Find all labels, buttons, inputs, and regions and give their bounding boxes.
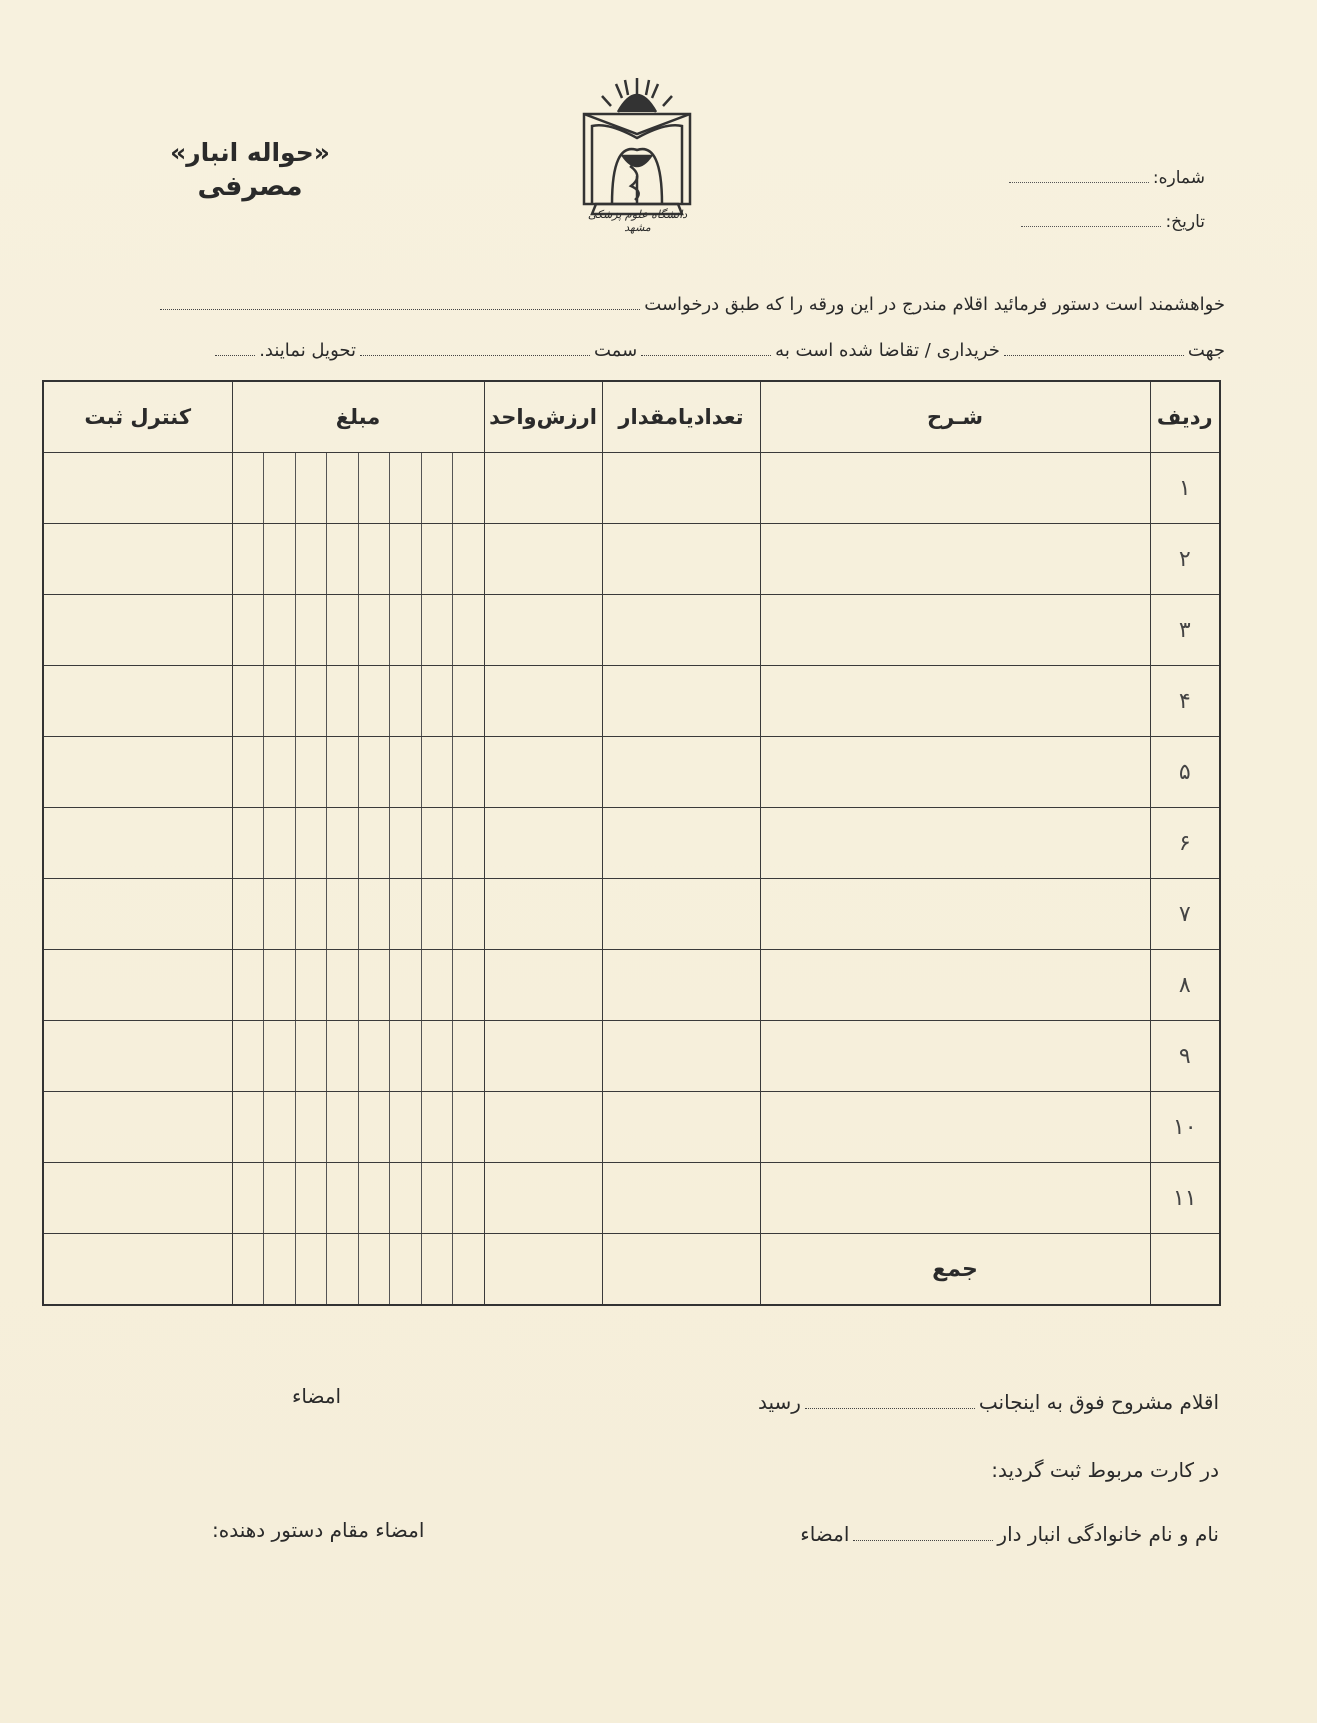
table-row bbox=[43, 1092, 1220, 1163]
cell-amount[interactable] bbox=[232, 879, 484, 950]
cell-amount[interactable] bbox=[232, 808, 484, 879]
cell-quantity[interactable] bbox=[602, 1021, 760, 1092]
end-dots bbox=[215, 354, 255, 356]
amount-digit-column bbox=[263, 1234, 295, 1304]
amount-digit-column bbox=[326, 808, 358, 878]
form-title bbox=[150, 138, 350, 202]
to-dots bbox=[641, 354, 771, 356]
date-field[interactable] bbox=[1021, 212, 1205, 232]
amount-digit-column bbox=[326, 879, 358, 949]
date-dots bbox=[1021, 226, 1161, 227]
amount-digit-column bbox=[358, 595, 390, 665]
deliver-label: تحویل نمایند. bbox=[259, 340, 356, 361]
recipient-signature[interactable]: امضاء bbox=[292, 1384, 342, 1408]
amount-digit-column bbox=[358, 1163, 390, 1233]
amount-digit-column bbox=[326, 737, 358, 807]
row-number: ۹ bbox=[1150, 1021, 1220, 1092]
amount-digit-column bbox=[233, 950, 264, 1020]
amount-digit-column bbox=[358, 453, 390, 523]
amount-digit-column bbox=[263, 879, 295, 949]
amount-digit-column bbox=[452, 666, 484, 736]
cell-description[interactable] bbox=[760, 737, 1150, 808]
amount-digit-column bbox=[358, 666, 390, 736]
cell-description[interactable] bbox=[760, 950, 1150, 1021]
row-number: ۳ bbox=[1150, 595, 1220, 666]
amount-digit-column bbox=[263, 595, 295, 665]
total-control[interactable] bbox=[43, 1234, 232, 1306]
cell-quantity[interactable] bbox=[602, 950, 760, 1021]
cell-unit-value[interactable] bbox=[484, 879, 602, 950]
received-line bbox=[758, 1390, 1219, 1414]
cell-quantity[interactable] bbox=[602, 666, 760, 737]
storekeeper-signature[interactable]: امضاء bbox=[800, 1522, 850, 1546]
amount-digit-column bbox=[452, 524, 484, 594]
received-dots bbox=[805, 1407, 975, 1409]
amount-digit-column bbox=[263, 1092, 295, 1162]
table-row bbox=[43, 453, 1220, 524]
amount-digit-column bbox=[421, 1092, 453, 1162]
cell-quantity[interactable] bbox=[602, 595, 760, 666]
cell-description[interactable] bbox=[760, 666, 1150, 737]
cell-amount[interactable] bbox=[232, 524, 484, 595]
cell-control[interactable] bbox=[43, 950, 232, 1021]
cell-control[interactable] bbox=[43, 666, 232, 737]
cell-description[interactable] bbox=[760, 595, 1150, 666]
amount-digit-column bbox=[389, 524, 421, 594]
amount-digit-column bbox=[421, 595, 453, 665]
cell-control[interactable] bbox=[43, 453, 232, 524]
amount-digit-column bbox=[233, 666, 264, 736]
amount-digit-column bbox=[326, 453, 358, 523]
amount-digit-column bbox=[358, 950, 390, 1020]
amount-digit-column bbox=[358, 808, 390, 878]
amount-digit-column bbox=[295, 524, 327, 594]
total-label: جمع bbox=[760, 1234, 1150, 1306]
row-number: ۵ bbox=[1150, 737, 1220, 808]
card-registered: در کارت مربوط ثبت گردید: bbox=[991, 1458, 1219, 1482]
amount-digit-column bbox=[295, 453, 327, 523]
cell-quantity[interactable] bbox=[602, 808, 760, 879]
row-number: ۱۱ bbox=[1150, 1163, 1220, 1234]
amount-digit-column bbox=[452, 737, 484, 807]
cell-amount[interactable] bbox=[232, 595, 484, 666]
header-amount: مبلغ bbox=[232, 381, 484, 453]
cell-quantity[interactable] bbox=[602, 737, 760, 808]
header-row-number: ردیف bbox=[1150, 381, 1220, 453]
row-number: ۲ bbox=[1150, 524, 1220, 595]
amount-digit-column bbox=[452, 1092, 484, 1162]
total-empty-cell[interactable] bbox=[1150, 1234, 1220, 1306]
amount-digit-column bbox=[421, 1021, 453, 1091]
table-header-row bbox=[43, 381, 1220, 453]
amount-digit-column bbox=[326, 1021, 358, 1091]
cell-amount[interactable] bbox=[232, 453, 484, 524]
amount-digit-column bbox=[452, 808, 484, 878]
table-row bbox=[43, 737, 1220, 808]
cell-unit-value[interactable] bbox=[484, 595, 602, 666]
amount-digit-column bbox=[233, 737, 264, 807]
cell-unit-value[interactable] bbox=[484, 737, 602, 808]
amount-digit-column bbox=[263, 1163, 295, 1233]
header-quantity: تعدادیامقدار bbox=[602, 381, 760, 453]
amount-digit-column bbox=[358, 737, 390, 807]
table-row bbox=[43, 1163, 1220, 1234]
amount-digit-column bbox=[233, 1234, 264, 1304]
cell-description[interactable] bbox=[760, 453, 1150, 524]
amount-digit-column bbox=[389, 879, 421, 949]
amount-digit-column bbox=[452, 1163, 484, 1233]
amount-digit-column bbox=[295, 737, 327, 807]
table-row bbox=[43, 879, 1220, 950]
cell-description[interactable] bbox=[760, 879, 1150, 950]
cell-control[interactable] bbox=[43, 879, 232, 950]
amount-digit-column bbox=[295, 808, 327, 878]
row-number: ۱۰ bbox=[1150, 1092, 1220, 1163]
row-number: ۶ bbox=[1150, 808, 1220, 879]
cell-amount[interactable] bbox=[232, 950, 484, 1021]
amount-digit-column bbox=[233, 595, 264, 665]
amount-digit-column bbox=[263, 808, 295, 878]
amount-digit-column bbox=[233, 524, 264, 594]
cell-quantity[interactable] bbox=[602, 524, 760, 595]
amount-digit-column bbox=[452, 1021, 484, 1091]
total-unit-value[interactable] bbox=[484, 1234, 602, 1306]
received-end: رسید bbox=[757, 1390, 801, 1414]
cell-unit-value[interactable] bbox=[484, 453, 602, 524]
amount-digit-column bbox=[389, 453, 421, 523]
amount-digit-column bbox=[263, 737, 295, 807]
amount-digit-column bbox=[233, 808, 264, 878]
number-dots bbox=[1009, 182, 1149, 183]
amount-digit-column bbox=[452, 879, 484, 949]
amount-digit-column bbox=[263, 524, 295, 594]
amount-digit-column bbox=[452, 453, 484, 523]
cell-description[interactable] bbox=[760, 1021, 1150, 1092]
amount-digit-column bbox=[326, 666, 358, 736]
amount-digit-column bbox=[233, 453, 264, 523]
cell-quantity[interactable] bbox=[602, 879, 760, 950]
row-number: ۱ bbox=[1150, 453, 1220, 524]
amount-digit-column bbox=[389, 1234, 421, 1304]
table-row bbox=[43, 1021, 1220, 1092]
cell-description[interactable] bbox=[760, 1092, 1150, 1163]
amount-digit-column bbox=[421, 1234, 453, 1304]
amount-digit-column bbox=[295, 1092, 327, 1162]
amount-digit-column bbox=[295, 1163, 327, 1233]
cell-unit-value[interactable] bbox=[484, 666, 602, 737]
jahat-dots bbox=[1004, 354, 1184, 356]
table-row bbox=[43, 524, 1220, 595]
amount-digit-column bbox=[421, 737, 453, 807]
row-number: ۷ bbox=[1150, 879, 1220, 950]
cell-amount[interactable] bbox=[232, 1234, 484, 1306]
amount-digit-column bbox=[358, 524, 390, 594]
amount-digit-column bbox=[326, 595, 358, 665]
amount-digit-column bbox=[233, 1092, 264, 1162]
cell-description[interactable] bbox=[760, 524, 1150, 595]
amount-digit-column bbox=[295, 879, 327, 949]
amount-digit-column bbox=[421, 1163, 453, 1233]
semat-label: سمت bbox=[594, 340, 638, 361]
amount-digit-column bbox=[389, 595, 421, 665]
amount-digit-column bbox=[233, 1021, 264, 1091]
row-number: ۸ bbox=[1150, 950, 1220, 1021]
table-row bbox=[43, 950, 1220, 1021]
amount-digit-column bbox=[389, 1163, 421, 1233]
cell-amount[interactable] bbox=[232, 1021, 484, 1092]
cell-unit-value[interactable] bbox=[484, 1163, 602, 1234]
cell-amount[interactable] bbox=[232, 1092, 484, 1163]
amount-digit-column bbox=[421, 453, 453, 523]
date-label: تاریخ: bbox=[1165, 212, 1205, 232]
amount-digit-column bbox=[295, 666, 327, 736]
header-control: کنترل ثبت bbox=[43, 381, 232, 453]
request-dots bbox=[160, 308, 640, 310]
amount-digit-column bbox=[263, 666, 295, 736]
table-row bbox=[43, 808, 1220, 879]
amount-digit-column bbox=[421, 808, 453, 878]
amount-digit-column bbox=[295, 595, 327, 665]
cell-unit-value[interactable] bbox=[484, 524, 602, 595]
amount-digit-column bbox=[389, 1021, 421, 1091]
cell-control[interactable] bbox=[43, 1092, 232, 1163]
request-line1 bbox=[156, 294, 1225, 315]
cell-control[interactable] bbox=[43, 595, 232, 666]
cell-control[interactable] bbox=[43, 1021, 232, 1092]
amount-digit-column bbox=[326, 1163, 358, 1233]
items-table bbox=[42, 380, 1221, 1306]
cell-control[interactable] bbox=[43, 808, 232, 879]
total-quantity[interactable] bbox=[602, 1234, 760, 1306]
storekeeper-line bbox=[800, 1522, 1219, 1546]
cell-amount[interactable] bbox=[232, 737, 484, 808]
form-title-line1: «حواله انبار» bbox=[170, 138, 330, 167]
cell-control[interactable] bbox=[43, 524, 232, 595]
amount-digit-column bbox=[233, 879, 264, 949]
cell-unit-value[interactable] bbox=[484, 1092, 602, 1163]
amount-digit-column bbox=[295, 950, 327, 1020]
amount-digit-column bbox=[263, 950, 295, 1020]
received-label: اقلام مشروح فوق به اینجانب bbox=[978, 1390, 1219, 1414]
amount-digit-column bbox=[421, 879, 453, 949]
amount-digit-column bbox=[421, 666, 453, 736]
table-row bbox=[43, 666, 1220, 737]
cell-amount[interactable] bbox=[232, 666, 484, 737]
cell-unit-value[interactable] bbox=[484, 950, 602, 1021]
cell-quantity[interactable] bbox=[602, 1163, 760, 1234]
total-row bbox=[43, 1234, 1220, 1306]
semat-dots bbox=[360, 354, 590, 356]
cell-control[interactable] bbox=[43, 737, 232, 808]
request-line2 bbox=[211, 340, 1225, 361]
amount-digit-column bbox=[421, 950, 453, 1020]
authority-signature[interactable]: امضاء مقام دستور دهنده: bbox=[212, 1518, 425, 1542]
amount-digit-column bbox=[389, 950, 421, 1020]
amount-digit-column bbox=[263, 453, 295, 523]
amount-digit-column bbox=[295, 1234, 327, 1304]
amount-digit-column bbox=[389, 666, 421, 736]
amount-digit-column bbox=[358, 1021, 390, 1091]
storekeeper-dots bbox=[853, 1539, 993, 1541]
university-logo-icon bbox=[578, 72, 696, 230]
cell-description[interactable] bbox=[760, 808, 1150, 879]
amount-digit-column bbox=[233, 1163, 264, 1233]
cell-description[interactable] bbox=[760, 1163, 1150, 1234]
amount-digit-column bbox=[326, 524, 358, 594]
amount-digit-column bbox=[389, 808, 421, 878]
header-unit-value: ارزش‌واحد bbox=[484, 381, 602, 453]
amount-digit-column bbox=[295, 1021, 327, 1091]
table-row bbox=[43, 595, 1220, 666]
amount-digit-column bbox=[263, 1021, 295, 1091]
cell-unit-value[interactable] bbox=[484, 1021, 602, 1092]
number-label: شماره: bbox=[1152, 168, 1205, 188]
amount-digit-column bbox=[452, 950, 484, 1020]
cell-control[interactable] bbox=[43, 1163, 232, 1234]
amount-digit-column bbox=[452, 595, 484, 665]
number-field[interactable] bbox=[1009, 168, 1205, 188]
storekeeper-name-label: نام و نام خانوادگی انبار دار bbox=[997, 1522, 1219, 1546]
purchase-label: خریداری / تقاضا شده است به bbox=[775, 340, 1000, 361]
jahat-label: جهت bbox=[1187, 340, 1225, 361]
header-description: شـرح bbox=[760, 381, 1150, 453]
amount-digit-column bbox=[358, 1234, 390, 1304]
amount-digit-column bbox=[326, 950, 358, 1020]
cell-quantity[interactable] bbox=[602, 1092, 760, 1163]
amount-digit-column bbox=[452, 1234, 484, 1304]
cell-unit-value[interactable] bbox=[484, 808, 602, 879]
amount-digit-column bbox=[358, 1092, 390, 1162]
amount-digit-column bbox=[389, 1092, 421, 1162]
amount-digit-column bbox=[326, 1092, 358, 1162]
row-number: ۴ bbox=[1150, 666, 1220, 737]
form-title-line2: مصرفی bbox=[197, 171, 303, 202]
amount-digit-column bbox=[326, 1234, 358, 1304]
request-text: خواهشمند است دستور فرمائید اقلام مندرج در این ورقه را که طبق درخواست bbox=[644, 294, 1225, 315]
cell-quantity[interactable] bbox=[602, 453, 760, 524]
amount-digit-column bbox=[358, 879, 390, 949]
amount-digit-column bbox=[389, 737, 421, 807]
cell-amount[interactable] bbox=[232, 1163, 484, 1234]
amount-digit-column bbox=[421, 524, 453, 594]
logo-caption: دانشگاه علوم پزشکی مشهد bbox=[587, 208, 688, 234]
